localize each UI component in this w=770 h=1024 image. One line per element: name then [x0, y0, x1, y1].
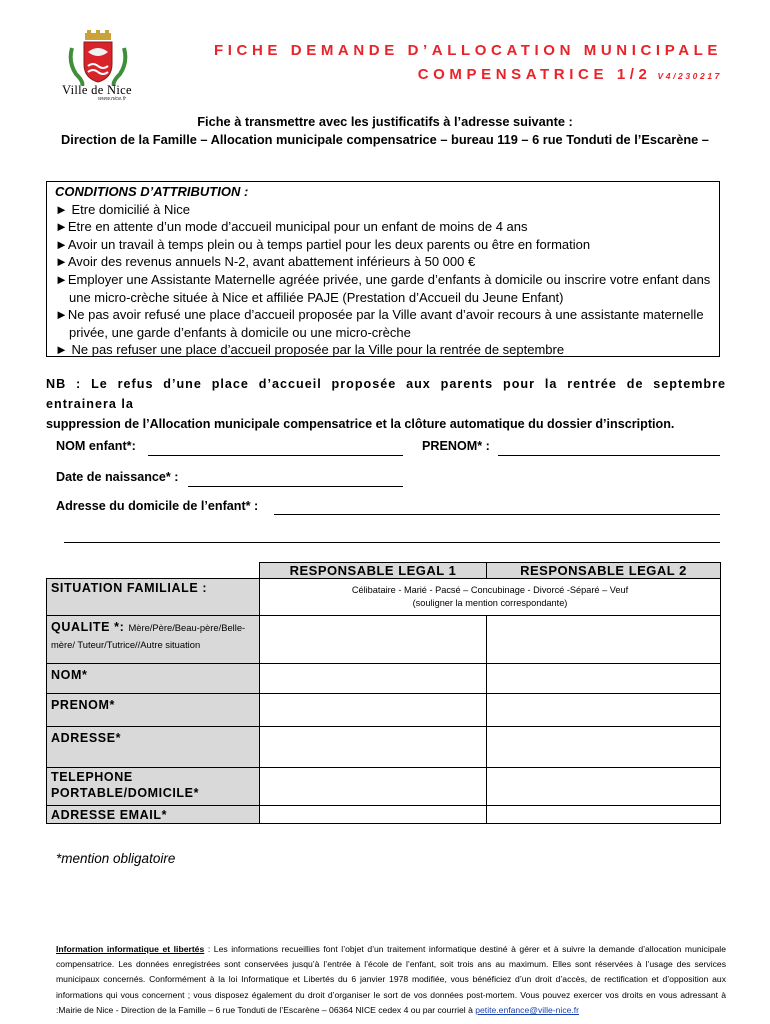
prenom-row-label: PRENOM* [46, 693, 260, 727]
condition-item [55, 253, 711, 271]
header-responsable-1: RESPONSABLE LEGAL 1 [259, 562, 487, 579]
condition-text: ► Ne pas refuser une place d’accueil proposée par la Ville pour la rentrée de septembre [55, 342, 565, 358]
nom-row-label: NOM* [46, 663, 260, 694]
condition-text: ►Employer une Assistante Maternelle agréée privée, une garde d’enfants à domicile ou inscrire votre enfant dans [55, 271, 711, 287]
date-naissance-field[interactable] [188, 485, 403, 487]
situation-familiale-options[interactable] [259, 578, 721, 616]
info-informatique-libertes [56, 942, 726, 1018]
email-resp2-cell[interactable] [486, 805, 721, 824]
form-title-compensatrice: COMPENSATRICE 1/2 [417, 66, 652, 83]
situation-note: (souligner la mention correspondante) [412, 598, 568, 608]
condition-item [55, 271, 711, 306]
transmit-line1: Fiche à transmettre avec les justificatifs à l’adresse suivante : [197, 114, 573, 129]
logo-url: www.nice.fr [98, 96, 127, 102]
nb-line2: suppression de l’Allocation municipale compensatrice et la clôture automatique du dossier d’inscription. [46, 417, 675, 431]
situation-options-text[interactable]: Célibataire - Marié - Pacsé – Concubinage - Divorcé -Séparé – Veuf [351, 585, 629, 595]
conditions-box [46, 181, 720, 357]
adresse-enfant-label: Adresse du domicile de l’enfant* : [56, 499, 259, 513]
adresse-resp2-cell[interactable] [486, 726, 721, 768]
telephone-resp1-cell[interactable] [259, 767, 487, 806]
condition-text: ►Etre en attente d’un mode d’accueil municipal pour un enfant de moins de 4 ans [55, 219, 528, 235]
situation-familiale-label: SITUATION FAMILIALE : [46, 578, 260, 616]
condition-text: ►Ne pas avoir refusé une place d’accueil proposée par la Ville avant d’avoir recours à une assistante maternelle [55, 307, 704, 323]
qualite-resp2-cell[interactable] [486, 615, 721, 664]
prenom-resp1-cell[interactable] [259, 693, 487, 727]
nb-line1: NB : Le refus d’une place d’accueil proposée aux parents pour la rentrée de septembre entrainera la [46, 377, 726, 411]
conditions-title: CONDITIONS D’ATTRIBUTION : [55, 184, 249, 199]
nom-resp2-cell[interactable] [486, 663, 721, 694]
condition-text-continued: privée, une garde d’enfants à domicile ou une micro-crèche [69, 324, 411, 340]
nom-resp1-cell[interactable] [259, 663, 487, 694]
logo-wordmark: Ville de Nice [62, 83, 132, 97]
form-title-line2 [418, 66, 722, 83]
form-title-line1: FICHE DEMANDE D’ALLOCATION MUNICIPALE [214, 42, 722, 59]
qualite-options: Mère/Père/Beau-père/Belle-mère/ Tuteur/Tutrice//Autre situation [51, 622, 246, 650]
telephone-resp2-cell[interactable] [486, 767, 721, 806]
condition-text-continued: une micro-crèche située à Nice et affiliée PAJE (Prestation d’Accueil du Jeune Enfant) [69, 289, 564, 305]
email-resp1-cell[interactable] [259, 805, 487, 824]
adresse-resp1-cell[interactable] [259, 726, 487, 768]
date-naissance-label: Date de naissance* : [56, 470, 179, 484]
telephone-row-label: TELEPHONE PORTABLE/DOMICILE* [46, 767, 260, 806]
info-body: : Les informations recueillies font l’objet d’un traitement informatique destiné à gérer et à suivre la demande d’allocation municipale compensatrice. Les données enregistrées sont conservées jusqu’à l’entrée à l’école de l’enfant, soit trois ans au maximum. Elles sont réservées à l’usage des services municipaux concernés. Conformément à la loi Informatique et Libertés du 6 janvier 1978 modifiée, vous bénéficiez d’un droit d’accès, de rectification et d’opposition aux informations qui vous concernent ; vous disposez également du droit d’organiser le sort de vos données post-mortem. Vous pouvez exercer vos droits en vous adressant à :Mairie de Nice - Direction de la Famille – 6 rue Tonduti de l’Escarène – 06364 NICE cedex 4 ou par courriel à [56, 944, 726, 1015]
condition-item [55, 218, 711, 236]
adresse-enfant-field-line2[interactable] [64, 541, 720, 543]
condition-text: ► Etre domicilié à Nice [55, 201, 190, 217]
condition-item [55, 236, 711, 254]
email-row-label: ADRESSE EMAIL* [46, 805, 260, 824]
prenom-label: PRENOM* : [422, 439, 490, 453]
condition-item [55, 306, 711, 341]
info-lead: Information informatique et libertés [56, 944, 205, 954]
qualite-label: QUALITE *: [51, 620, 125, 634]
header-responsable-2: RESPONSABLE LEGAL 2 [486, 562, 721, 579]
nom-enfant-label: NOM enfant*: [56, 439, 136, 453]
qualite-label-cell [46, 615, 260, 664]
adresse-enfant-field[interactable] [274, 513, 720, 515]
adresse-row-label: ADRESSE* [46, 726, 260, 768]
condition-text: ►Avoir un travail à temps plein ou à temps partiel pour les deux parents ou être en formation [55, 236, 591, 252]
prenom-resp2-cell[interactable] [486, 693, 721, 727]
transmit-line2: Direction de la Famille – Allocation municipale compensatrice – bureau 119 – 6 rue Tonduti de l’Escarène – [61, 132, 709, 147]
nb-notice [46, 374, 726, 434]
mention-obligatoire: *mention obligatoire [56, 851, 176, 866]
nom-enfant-field[interactable] [148, 454, 403, 456]
condition-item [55, 341, 711, 359]
contact-email-link[interactable]: petite.enfance@ville-nice.fr [475, 1004, 580, 1015]
condition-text: ►Avoir des revenus annuels N-2, avant abattement inférieurs à 50 000 € [55, 254, 476, 270]
transmission-address [0, 113, 770, 149]
prenom-field[interactable] [498, 454, 720, 456]
condition-item [55, 201, 711, 219]
version-label: V4/230217 [657, 71, 722, 81]
qualite-resp1-cell[interactable] [259, 615, 487, 664]
